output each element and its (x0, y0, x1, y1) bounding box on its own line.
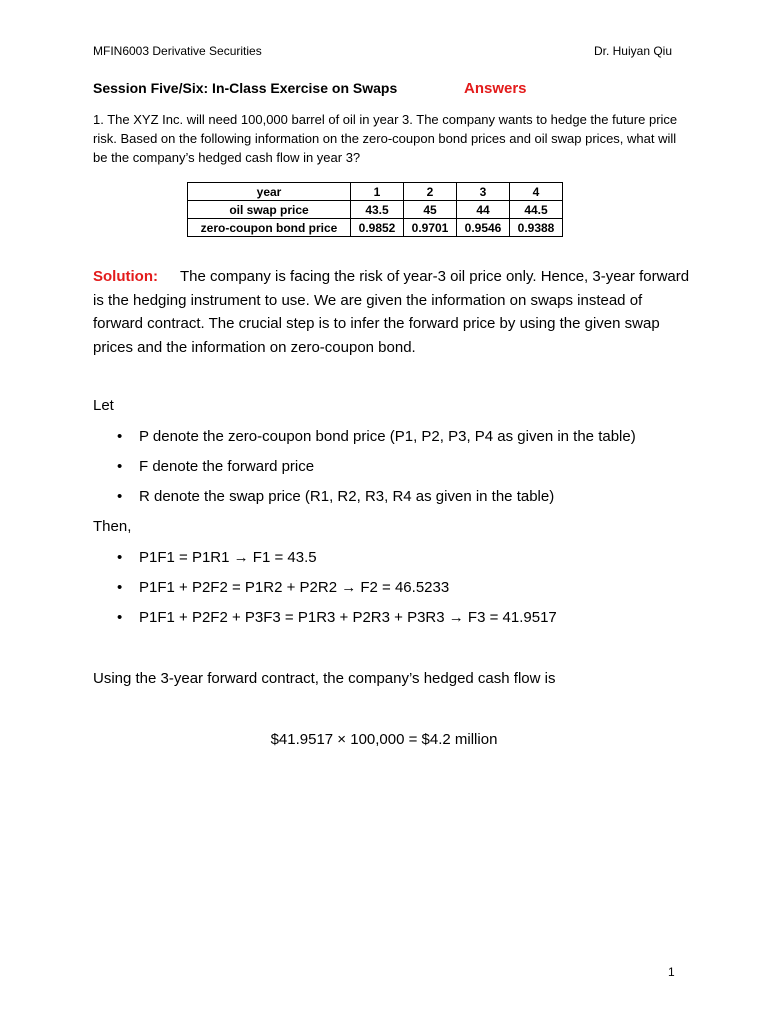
list-item (93, 578, 557, 608)
definitions-list (93, 427, 636, 517)
equation-text: P1F1 + P2F2 = P1R2 + P2R2 → F2 = 46.5233 (139, 579, 450, 596)
page-title: Session Five/Six: In-Class Exercise on Swaps (93, 80, 398, 96)
table-cell: 4 (510, 183, 563, 201)
list-item (93, 608, 557, 638)
definition-text: P denote the zero-coupon bond price (P1, P2, P3, P4 as given in the table) (139, 428, 636, 445)
conclusion-text: Using the 3-year forward contract, the company’s hedged cash flow is (93, 670, 556, 687)
definition-text: F denote the forward price (139, 458, 315, 475)
table-cell: oil swap price (188, 201, 351, 219)
bullet-icon: • (117, 579, 123, 596)
question-text: 1. The XYZ Inc. will need 100,000 barrel of oil in year 3. The company wants to hedge the future price risk. Based on the following information on the zero-coupon bond prices and oil swap prices, what will be the company’s hedged cash flow in year 3? (93, 112, 678, 165)
title-row (93, 80, 673, 96)
then-label: Then, (93, 518, 132, 535)
data-table (187, 182, 563, 237)
list-item (93, 427, 636, 457)
table-cell: 44.5 (510, 201, 563, 219)
course-name: MFIN6003 Derivative Securities (93, 44, 262, 58)
list-item (93, 548, 557, 578)
solution-label: Solution: (93, 268, 158, 285)
answers-label: Answers (464, 80, 527, 97)
bullet-icon: • (117, 488, 123, 505)
table-cell: zero-coupon bond price (188, 219, 351, 237)
bullet-icon: • (117, 428, 123, 445)
table-cell: 0.9546 (457, 219, 510, 237)
table-cell: 43.5 (351, 201, 404, 219)
page-number: 1 (668, 965, 675, 979)
list-item (93, 457, 636, 487)
table-cell: year (188, 183, 351, 201)
bullet-icon: • (117, 609, 123, 626)
instructor-name: Dr. Huiyan Qiu (593, 44, 672, 58)
bullet-icon: • (117, 549, 123, 566)
solution-paragraph (93, 265, 693, 359)
result-equation: $41.9517 × 100,000 = $4.2 million (270, 731, 498, 748)
let-label: Let (93, 397, 114, 414)
equation-text: P1F1 + P2F2 + P3F3 = P1R3 + P2R3 + P3R3 → F3 = 41.9517 (139, 609, 557, 626)
table-cell: 44 (457, 201, 510, 219)
table-cell: 3 (457, 183, 510, 201)
list-item (93, 487, 636, 517)
equations-list (93, 548, 557, 638)
table-cell: 2 (404, 183, 457, 201)
solution-text: The company is facing the risk of year-3 oil price only. Hence, 3-year forward is the hedging instrument to use. We are given the information on swaps instead of forward contract. The crucial step is to infer the forward price by using the given swap prices and the information on zero-coupon bond. (93, 268, 690, 356)
table-cell: 0.9852 (351, 219, 404, 237)
table-row (188, 219, 563, 237)
table-cell: 0.9701 (404, 219, 457, 237)
table-cell: 45 (404, 201, 457, 219)
table-row (188, 183, 563, 201)
bullet-icon: • (117, 458, 123, 475)
definition-text: R denote the swap price (R1, R2, R3, R4 as given in the table) (139, 488, 555, 505)
table-cell: 0.9388 (510, 219, 563, 237)
table-row (188, 201, 563, 219)
table-cell: 1 (351, 183, 404, 201)
equation-text: P1F1 = P1R1 → F1 = 43.5 (139, 549, 317, 566)
